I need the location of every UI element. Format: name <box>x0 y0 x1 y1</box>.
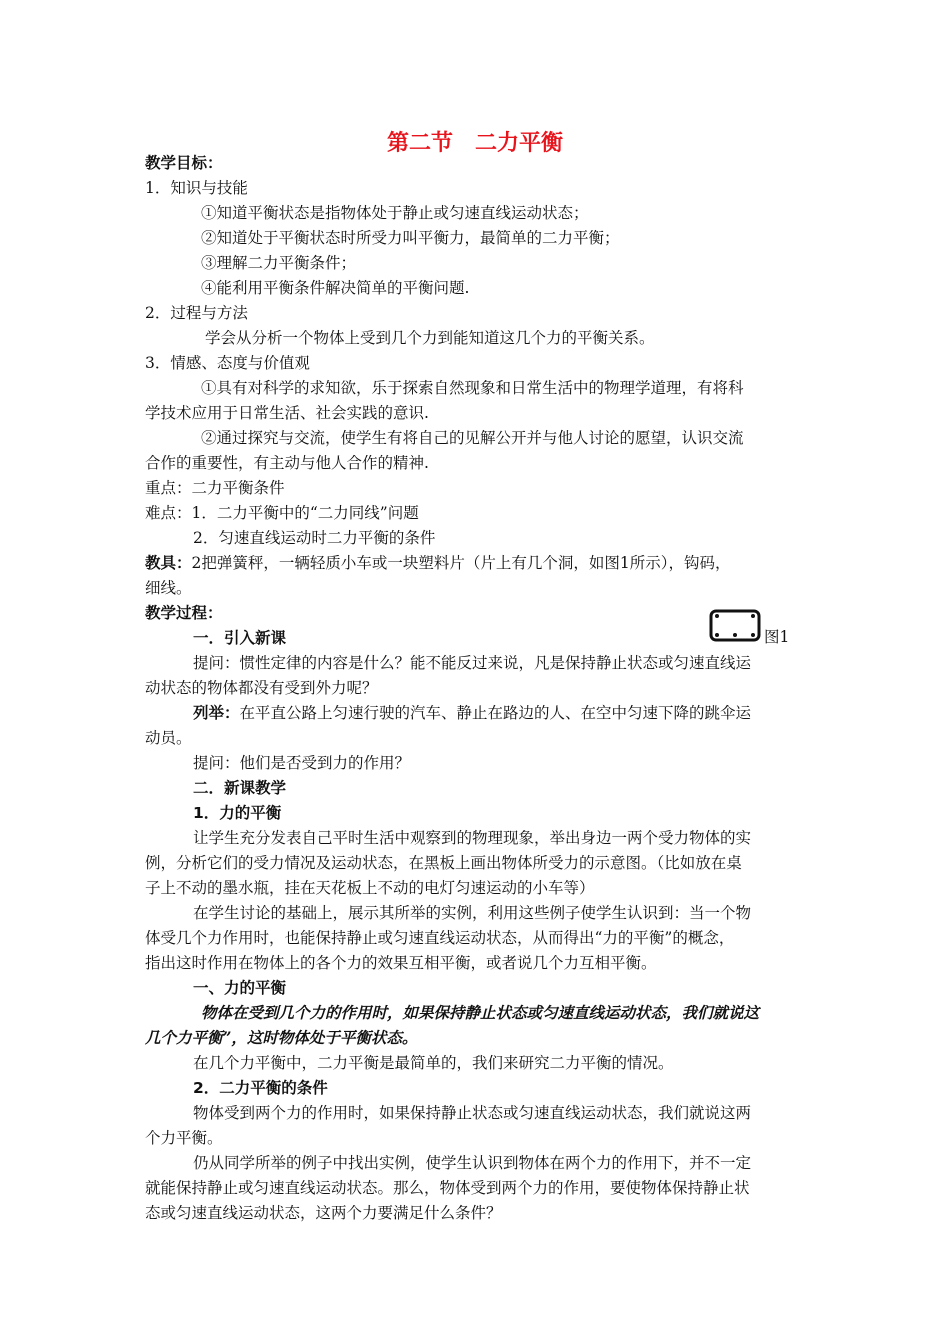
text-line <box>145 553 731 573</box>
text-line: 体受几个力作用时，也能保持静止或匀速直线运动状态，从而得出“力的平衡”的概念， <box>145 929 735 947</box>
text-line: 2．匀速直线运动时二力平衡的条件 <box>193 529 436 547</box>
figure-label: 图1 <box>764 628 790 646</box>
subsection-heading: 二．新课教学 <box>193 779 287 797</box>
subsection-heading: 一、力的平衡 <box>193 979 287 997</box>
text-line: ④能利用平衡条件解决简单的平衡问题. <box>201 279 470 297</box>
text-line: 2．过程与方法 <box>145 304 248 322</box>
text-line: ①具有对科学的求知欲，乐于探索自然现象和日常生活中的物理学道理，有将科 <box>201 379 744 397</box>
text-line: 提问：他们是否受到力的作用？ <box>193 754 411 772</box>
text-line: 细线。 <box>145 579 192 597</box>
text-line: ①知道平衡状态是指物体处于静止或匀速直线运动状态； <box>201 204 589 222</box>
text-line: 在学生讨论的基础上，展示其所举的实例，利用这些例子使学生认识到：当一个物 <box>193 904 752 922</box>
figure-1-plastic-sheet <box>709 609 761 642</box>
text-line: 就能保持静止或匀速直线运动状态。那么，物体受到两个力的作用，要使物体保持静止状 <box>145 1179 750 1197</box>
text-line: 让学生充分发表自己平时生活中观察到的物理现象，举出身边一两个受力物体的实 <box>193 829 752 847</box>
subsection-heading: 2．二力平衡的条件 <box>193 1079 328 1097</box>
text-line: 子上不动的墨水瓶，挂在天花板上不动的电灯匀速运动的小车等） <box>145 879 595 897</box>
text-line <box>193 703 751 723</box>
text-line: ③理解二力平衡条件； <box>201 254 357 272</box>
text-line: 态或匀速直线运动状态，这两个力要满足什么条件？ <box>145 1204 502 1222</box>
text-line: 提问：惯性定律的内容是什么？能不能反过来说，凡是保持静止状态或匀速直线运 <box>193 654 752 672</box>
definition-line: 物体在受到几个力的作用时，如果保持静止状态或匀速直线运动状态，我们就说这 <box>201 1003 760 1022</box>
text-line: 个力平衡。 <box>145 1129 223 1147</box>
text-line: 物体受到两个力的作用时，如果保持静止状态或匀速直线运动状态，我们就说这两 <box>193 1104 752 1122</box>
text-line: 例，分析它们的受力情况及运动状态，在黑板上画出物体所受力的示意图。（比如放在桌 <box>145 854 742 872</box>
text-line: 仍从同学所举的例子中找出实例，使学生认识到物体在两个力的作用下，并不一定 <box>193 1154 752 1172</box>
text-line: 重点：二力平衡条件 <box>145 479 285 497</box>
text-line: 学技术应用于日常生活、社会实践的意识. <box>145 404 429 422</box>
text-line: ②通过探究与交流，使学生有将自己的见解公开并与他人讨论的愿望，认识交流 <box>201 429 744 447</box>
text-line: 3．情感、态度与价值观 <box>145 354 310 372</box>
text-line: 动员。 <box>145 729 192 747</box>
text-line: 合作的重要性，有主动与他人合作的精神. <box>145 454 429 472</box>
text-line: 指出这时作用在物体上的各个力的效果互相平衡，或者说几个力互相平衡。 <box>145 954 657 972</box>
text-line: 难点：1．二力平衡中的“二力同线”问题 <box>145 504 419 522</box>
text-line: 1．知识与技能 <box>145 179 248 197</box>
text-line: ②知道处于平衡状态时所受力叫平衡力，最简单的二力平衡； <box>201 229 620 247</box>
subsection-heading: 一．引入新课 <box>193 629 287 647</box>
inline-text: 在平直公路上匀速行驶的汽车、静止在路边的人、在空中匀速下降的跳伞运 <box>239 704 752 722</box>
page-title: 第二节 二力平衡 <box>386 131 563 156</box>
section-heading: 教学过程： <box>145 604 223 622</box>
text-line: 动状态的物体都没有受到外力呢？ <box>145 679 378 697</box>
label-bold: 教具： <box>145 554 192 572</box>
label-bold: 列举： <box>193 704 240 722</box>
inline-text: 2把弹簧秤，一辆轻质小车或一块塑料片（片上有几个洞，如图1所示），钩码， <box>191 554 731 572</box>
section-heading: 教学目标： <box>145 154 223 172</box>
subsection-heading: 1．力的平衡 <box>193 804 282 822</box>
text-line: 在几个力平衡中，二力平衡是最简单的，我们来研究二力平衡的情况。 <box>193 1054 674 1072</box>
definition-line: 几个力平衡”，这时物体处于平衡状态。 <box>145 1028 418 1047</box>
text-line: 学会从分析一个物体上受到几个力到能知道这几个力的平衡关系。 <box>205 329 655 347</box>
